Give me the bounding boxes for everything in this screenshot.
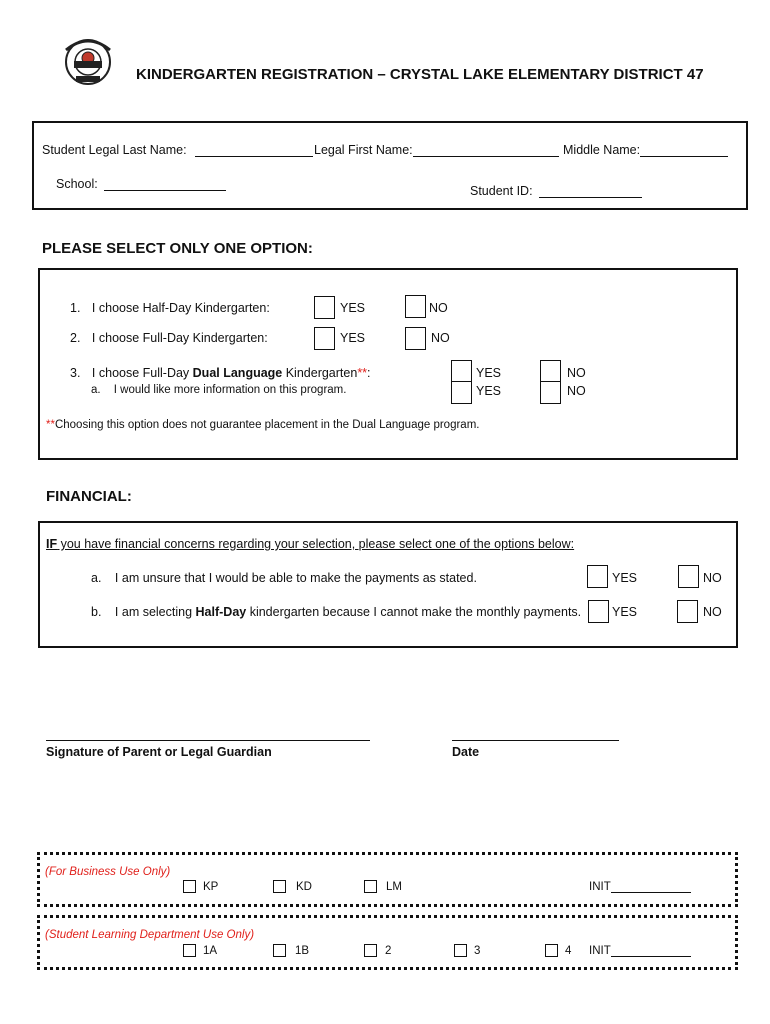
financial-b-label-pre: I am selecting [114,605,196,619]
business-kp-label: KP [203,881,219,893]
financial-b-yes-checkbox[interactable] [588,600,609,623]
last-name-field[interactable] [42,143,313,157]
student-id-field[interactable] [470,184,642,198]
business-use-section [37,852,738,907]
financial-a-yes-checkbox[interactable] [587,565,608,588]
option-2-no-checkbox[interactable] [405,327,426,350]
sld-2-label: 2 [385,945,392,957]
business-use-label: (For Business Use Only) [45,866,171,878]
option-3a-no-label: NO [567,384,586,398]
dual-language-note [46,419,479,431]
option-3 [70,366,371,380]
financial-b-no-label: NO [703,605,722,619]
option-2-number: 2. [70,331,81,345]
last-name-label: Student Legal Last Name: [42,143,187,157]
option-3a-yes-label: YES [476,384,502,398]
financial-intro-bold: IF [46,537,58,551]
option-1-no-checkbox[interactable] [405,295,426,318]
sld-init-field[interactable] [589,945,691,957]
district-logo [58,36,114,88]
option-3-yes-checkbox[interactable] [451,360,472,383]
sld-3-checkbox[interactable] [454,944,467,957]
option-2-yes-checkbox[interactable] [314,327,335,350]
sld-3-label: 3 [474,945,481,957]
option-3a [91,384,346,396]
financial-a-no-label: NO [703,571,722,585]
option-2-no-label: NO [431,331,450,345]
school-label: School: [56,177,98,191]
business-kp-checkbox[interactable] [183,880,196,893]
financial-b-label-post: kindergarten because I cannot make the monthly payments. [246,605,582,619]
business-kd-label: KD [296,881,312,893]
option-3a-yes-checkbox[interactable] [451,381,472,404]
date-line[interactable] [452,739,619,741]
sld-1b-checkbox[interactable] [273,944,286,957]
date-label: Date [452,745,480,759]
business-lm-checkbox[interactable] [364,880,377,893]
financial-a-label: I am unsure that I would be able to make the payments as stated. [114,571,477,585]
option-3-no-checkbox[interactable] [540,360,561,383]
option-2 [70,331,268,345]
option-3-colon: : [367,366,371,380]
option-1-no-label: NO [429,301,448,315]
first-name-line[interactable] [413,144,559,157]
sld-1b-label: 1B [295,945,310,957]
financial-b-number: b. [91,605,102,619]
middle-name-field[interactable] [563,143,728,157]
last-name-line[interactable] [195,144,313,157]
business-init-label: INIT [589,881,611,893]
financial-b-label-bold: Half-Day [195,605,247,619]
financial-option-b [91,605,581,619]
school-field[interactable] [56,177,226,191]
parent-signature-label: Signature of Parent or Legal Guardian [46,745,272,759]
sld-4-checkbox[interactable] [545,944,558,957]
note-text: Choosing this option does not guarantee placement in the Dual Language program. [54,419,480,431]
business-kd-checkbox[interactable] [273,880,286,893]
option-2-label: I choose Full-Day Kindergarten: [91,331,268,345]
financial-intro [46,537,574,551]
school-line[interactable] [104,181,226,191]
option-3-label-post: Kindergarten [282,366,358,380]
business-init-line[interactable] [611,881,691,893]
option-1-label: I choose Half-Day Kindergarten: [91,301,270,315]
financial-option-a [91,571,477,585]
middle-name-label: Middle Name: [563,143,641,157]
option-3a-number: a. [91,384,101,396]
option-3a-label: I would like more information on this program. [113,384,347,396]
options-section [38,268,738,460]
option-3a-no-checkbox[interactable] [540,381,561,404]
option-1 [70,301,270,315]
sld-1a-label: 1A [203,945,218,957]
sld-2-checkbox[interactable] [364,944,377,957]
sld-1a-checkbox[interactable] [183,944,196,957]
student-id-line[interactable] [539,185,642,198]
financial-intro-text: you have financial concerns regarding your selection, please select one of the options below: [57,537,575,551]
option-3-label-pre: I choose Full-Day [91,366,193,380]
financial-heading: FINANCIAL: [46,488,132,505]
option-3-no-label: NO [567,366,586,380]
business-init-field[interactable] [589,881,691,893]
parent-signature-line[interactable] [46,739,370,741]
option-3-number: 3. [70,366,81,380]
sld-use-label: (Student Learning Department Use Only) [45,929,255,941]
middle-name-line[interactable] [640,144,728,157]
option-1-yes-label: YES [340,301,366,315]
sld-4-label: 4 [565,945,572,957]
financial-a-number: a. [91,571,102,585]
sld-init-label: INIT [589,945,611,957]
financial-a-no-checkbox[interactable] [678,565,699,588]
option-3-label-bold: Dual Language [192,366,283,380]
business-lm-label: LM [386,881,402,893]
option-3-stars: ** [357,366,368,380]
page-title: KINDERGARTEN REGISTRATION – CRYSTAL LAKE ELEMENTARY DISTRICT 47 [136,66,704,83]
option-2-yes-label: YES [340,331,366,345]
first-name-label: Legal First Name: [314,143,413,157]
financial-a-yes-label: YES [612,571,638,585]
note-stars: ** [46,419,55,431]
option-1-number: 1. [70,301,81,315]
student-id-label: Student ID: [470,184,533,198]
option-1-yes-checkbox[interactable] [314,296,335,319]
first-name-field[interactable] [314,143,559,157]
financial-b-no-checkbox[interactable] [677,600,698,623]
option-3-yes-label: YES [476,366,502,380]
financial-b-yes-label: YES [612,605,638,619]
sld-use-section [37,915,738,970]
sld-init-line[interactable] [611,945,691,957]
options-heading: PLEASE SELECT ONLY ONE OPTION: [42,240,313,257]
